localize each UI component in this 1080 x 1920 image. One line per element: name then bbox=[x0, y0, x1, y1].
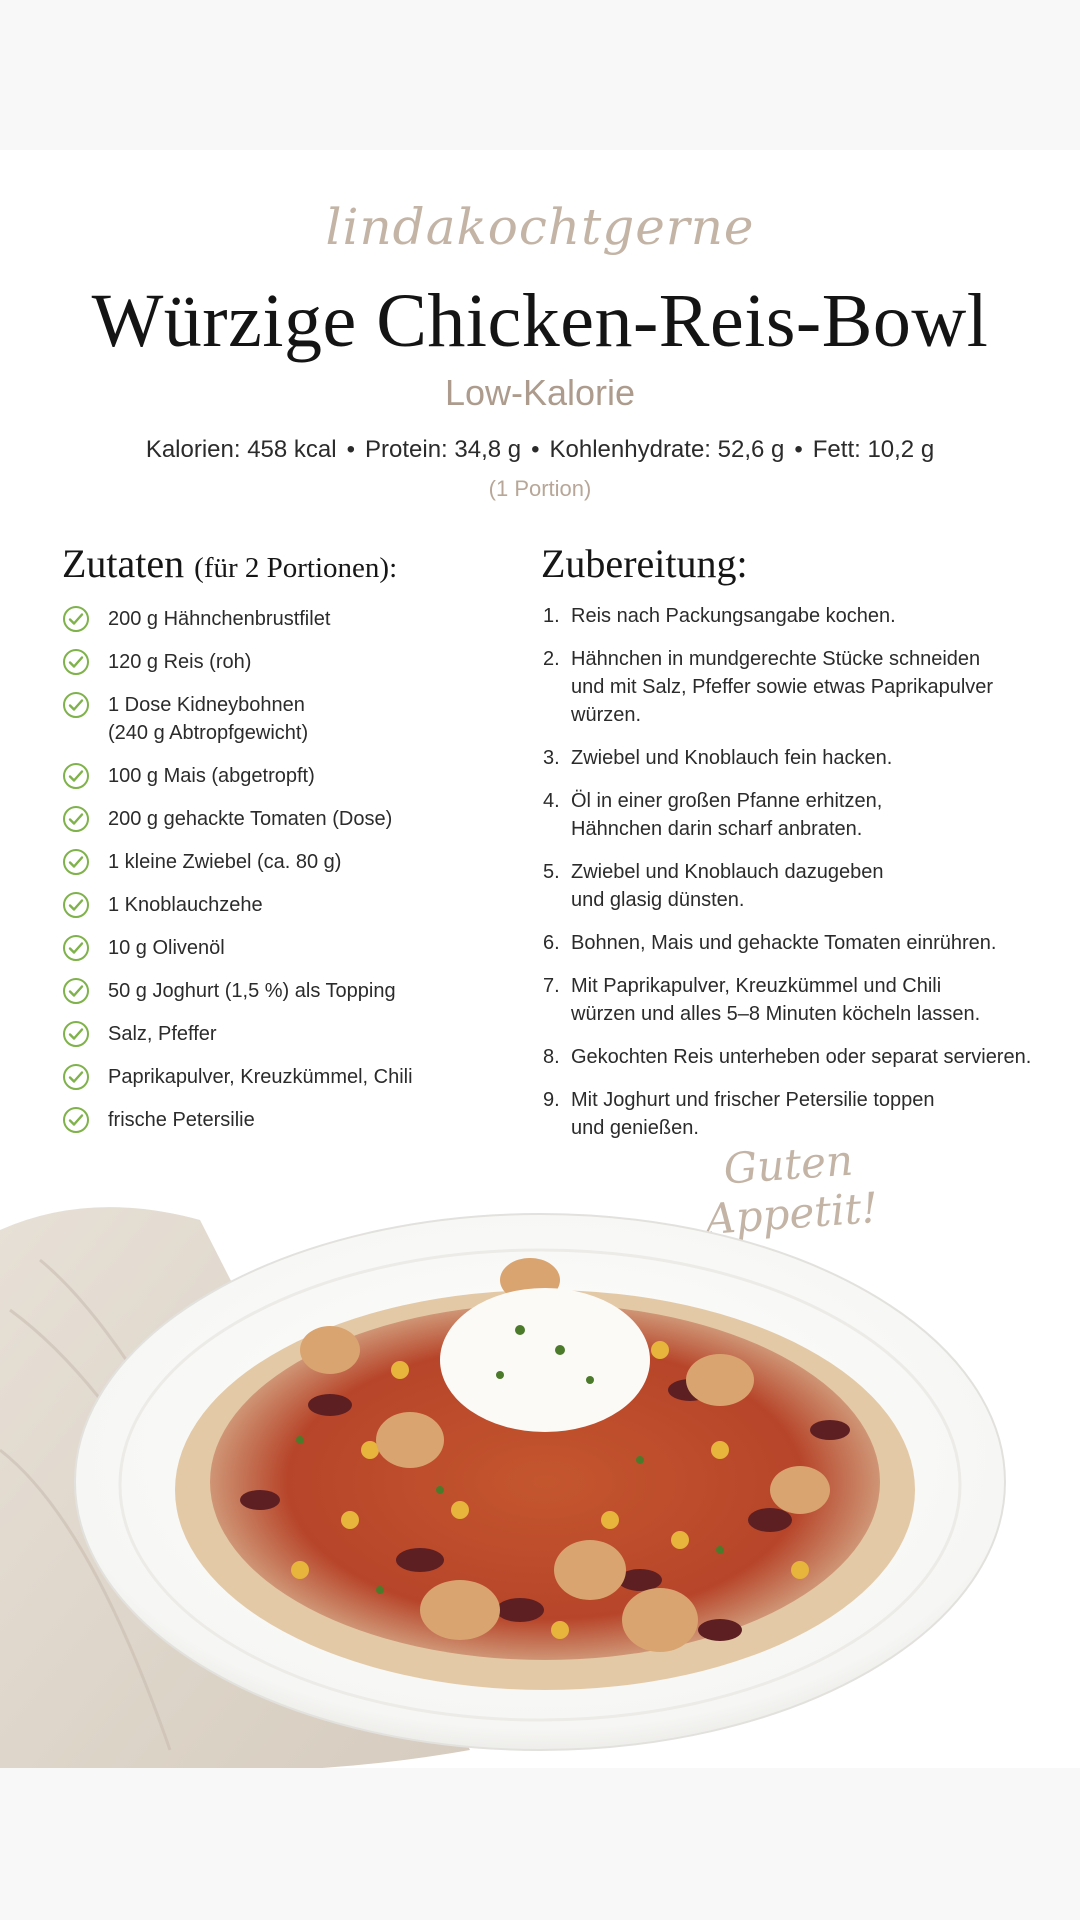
ingredient-item: Paprikapulver, Kreuzkümmel, Chili bbox=[62, 1063, 482, 1091]
step-number: 1. bbox=[543, 605, 560, 627]
ingredient-list bbox=[62, 605, 482, 1149]
ingredient-item: 200 g gehackte Tomaten (Dose) bbox=[62, 805, 482, 833]
check-circle-icon bbox=[62, 1106, 90, 1134]
step-item: 9. Mit Joghurt und frischer Petersilie toppen und genießen. bbox=[541, 1086, 1041, 1142]
check-circle-icon bbox=[62, 848, 90, 876]
check-circle-icon bbox=[62, 977, 90, 1005]
preparation-steps bbox=[541, 602, 1041, 1157]
check-circle-icon bbox=[62, 691, 90, 719]
ingredient-item: 50 g Joghurt (1,5 %) als Topping bbox=[62, 977, 482, 1005]
ingredients-heading bbox=[62, 540, 397, 587]
ingredient-item: 1 Dose Kidneybohnen (240 g Abtropfgewicht) bbox=[62, 691, 482, 747]
food-photo bbox=[0, 1190, 1080, 1768]
recipe-card bbox=[0, 150, 1080, 1768]
ingredient-item: 120 g Reis (roh) bbox=[62, 648, 482, 676]
step-item: 7. Mit Paprikapulver, Kreuzkümmel und Chili würzen und alles 5–8 Minuten köcheln lassen. bbox=[541, 972, 1041, 1028]
separator: • bbox=[794, 436, 803, 463]
check-circle-icon bbox=[62, 934, 90, 962]
ingredient-item: 100 g Mais (abgetropft) bbox=[62, 762, 482, 790]
step-item: 1. Reis nach Packungsangabe kochen. bbox=[541, 602, 1041, 630]
step-number: 5. bbox=[543, 861, 560, 883]
step-item: 6. Bohnen, Mais und gehackte Tomaten einrühren. bbox=[541, 929, 1041, 957]
separator: • bbox=[346, 436, 355, 463]
ingredients-heading-note: (für 2 Portionen): bbox=[194, 552, 398, 584]
step-item: 2. Hähnchen in mundgerechte Stücke schneiden und mit Salz, Pfeffer sowie etwas Paprikapulver würzen. bbox=[541, 645, 1041, 729]
ingredients-heading-text: Zutaten bbox=[62, 541, 185, 586]
step-item: 3. Zwiebel und Knoblauch fein hacken. bbox=[541, 744, 1041, 772]
ingredient-item: 1 kleine Zwiebel (ca. 80 g) bbox=[62, 848, 482, 876]
ingredient-item: 1 Knoblauchzehe bbox=[62, 891, 482, 919]
portion-note: (1 Portion) bbox=[488, 476, 592, 501]
separator: • bbox=[531, 436, 540, 463]
check-circle-icon bbox=[62, 648, 90, 676]
check-circle-icon bbox=[62, 605, 90, 633]
step-item: 4. Öl in einer großen Pfanne erhitzen, Hähnchen darin scharf anbraten. bbox=[541, 787, 1041, 843]
step-number: 4. bbox=[543, 790, 560, 812]
check-circle-icon bbox=[62, 1063, 90, 1091]
yogurt-topping bbox=[440, 1288, 650, 1432]
step-number: 3. bbox=[543, 747, 560, 769]
check-circle-icon bbox=[62, 762, 90, 790]
step-number: 8. bbox=[543, 1046, 560, 1068]
ingredient-item: 10 g Olivenöl bbox=[62, 934, 482, 962]
ingredient-item: frische Petersilie bbox=[62, 1106, 482, 1134]
nutrition-facts bbox=[0, 436, 1080, 464]
protein-value: Protein: 34,8 g bbox=[365, 436, 522, 463]
step-number: 7. bbox=[543, 975, 560, 997]
recipe-subtitle: Low-Kalorie bbox=[444, 372, 636, 413]
check-circle-icon bbox=[62, 891, 90, 919]
brand-logo: lindakochtgerne bbox=[325, 198, 755, 256]
ingredient-item: 200 g Hähnchenbrustfilet bbox=[62, 605, 482, 633]
check-circle-icon bbox=[62, 1020, 90, 1048]
step-number: 6. bbox=[543, 932, 560, 954]
carbs-value: Kohlenhydrate: 52,6 g bbox=[549, 436, 785, 463]
closing-signature: Guten Appetit! bbox=[703, 1135, 880, 1244]
step-number: 9. bbox=[543, 1089, 560, 1111]
step-number: 2. bbox=[543, 648, 560, 670]
calories-value: Kalorien: 458 kcal bbox=[145, 436, 337, 463]
preparation-heading: Zubereitung: bbox=[541, 541, 748, 586]
step-item: 5. Zwiebel und Knoblauch dazugeben und glasig dünsten. bbox=[541, 858, 1041, 914]
check-circle-icon bbox=[62, 805, 90, 833]
step-item: 8. Gekochten Reis unterheben oder separat servieren. bbox=[541, 1043, 1041, 1071]
ingredient-item: Salz, Pfeffer bbox=[62, 1020, 482, 1048]
recipe-title: Würzige Chicken-Reis-Bowl bbox=[91, 279, 989, 363]
fat-value: Fett: 10,2 g bbox=[812, 436, 935, 463]
